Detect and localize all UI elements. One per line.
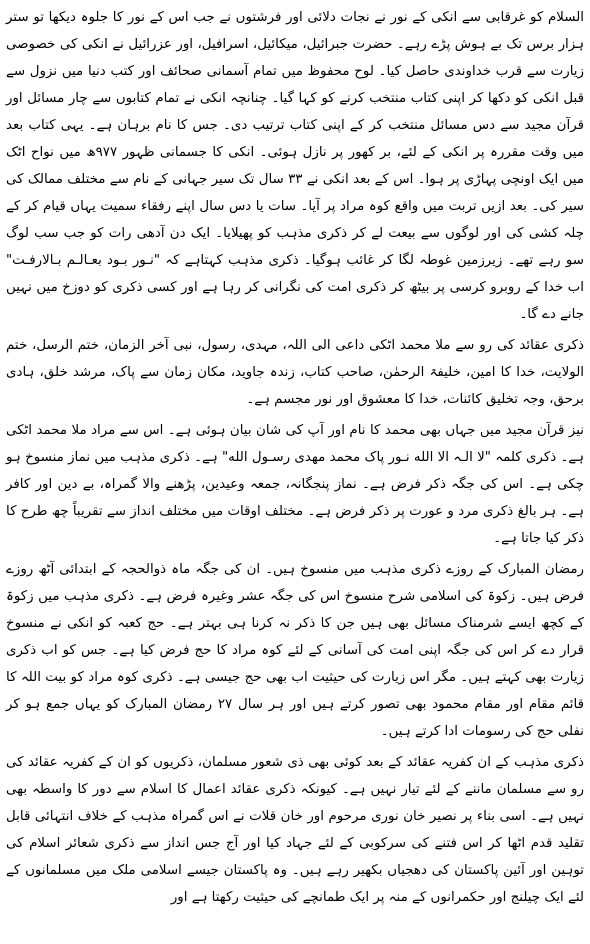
paragraph-kalima-and-prayer: نیز قرآن مجید میں جہاں بھی محمد کا نام اور آپ کی شان بیان ہوئی ہے۔ اس سے مراد ملا محمد اٹکی ہے۔ ذکری کلمہ "لا الـہ الا الله نـور پاک محمد مهدی رسـول الله" ہے۔ ذکری مذہب میں نماز منسوخ ہو چکی ہے۔ اس کی جگہ ذکر فرض ہے۔ نماز پنجگانہ، جمعہ وعیدین، پڑھنے والا گمراہ، بے دین اور کافر ہے۔ ہر بالغ ذکری مرد و عورت پر ذکر فرض ہے۔ مختلف اوقات میں مختلف انداز سے تقریباً چھ طرح کا ذکر کیا جاتا ہے۔	[6, 423, 584, 546]
paragraph-beliefs: ذکری عقائد کی رو سے ملا محمد اٹکی داعی الی اللہ، مہدی، رسول، نبی آخر الزمان، ختم الرسل، ختم الولایت، خدا کا امین، خلیفۃ الرحمٰن، صاحب کتاب، زندہ جاوید، مکان زمان سے پاک، مرشد خلق، ہادی برحق، وجہ تخلیق کائنات، خدا کا معشوق اور نور مجسم ہے۔	[6, 338, 584, 407]
paragraph-conclusion: ذکری مذہب کے ان کفریہ عقائد کے بعد کوئی بھی ذی شعور مسلمان، ذکریوں کو ان کے کفریہ عقائد کی رو سے مسلمان ماننے کے لئے تیار نہیں ہے۔ کیونکہ ذکری عقائد اعمال کا اسلام سے دور کا واسطہ بھی نہیں ہے۔ اسی بناء پر نصیر خان نوری مرحوم اور خان قلات نے اس گمراہ مذہب کے خلاف انتہائی قابل تقلید قدم اٹھا کر اس فتنے کی سرکوبی کے لئے جہاد کیا اور آج جس انداز سے ذکری شعائر اسلام کی توہین اور آئین پاکستان کی دھجیاں بکھیر رہے ہیں۔ وہ پاکستان جیسے اسلامی ملک میں مسلمانوں کے لئے ایک چیلنج اور حکمرانوں کے منہ پر ایک طمانچے کی حیثیت رکھتا ہے اور	[6, 755, 584, 905]
paragraph-fasting-and-hajj: رمضان المبارک کے روزے ذکری مذہب میں منسوخ ہیں۔ ان کی جگہ ماہ ذوالحجہ کے ابتدائی آٹھ روزے فرض ہیں۔ زکوۃ کی اسلامی شرح منسوخ اس کی جگہ عشر وغیرہ فرض ہے۔ ذکری مذہب میں زکوۃ کے کچھ ایسے شرمناک مسائل بھی ہیں جن کا ذکر نہ کرنا ہی بہتر ہے۔ حج کعبہ کو انکی نے منسوخ قرار دے کر اس کی جگہ اپنی امت کی آسانی کے لئے کوہ مراد کا حج فرض کیا ہے۔ جس کو اب ذکری زیارت بھی کہتے ہیں۔ مگر اس زیارت کی حیثیت اب بھی حج جیسی ہے۔ ذکری کوہ مراد کو بیت اللہ کا قائم مقام اور مقام محمود بھی تصور کرتے ہیں اور ہر سال ۲۷ رمضان المبارک کو یہاں جمع ہو کر نفلی حج کی رسومات ادا کرتے ہیں۔	[6, 562, 584, 739]
paragraph-origin-story: السلام کو غرقابی سے انکی کے نور نے نجات دلائی اور فرشتوں نے جب اس کے نور کا جلوہ دیکھا تو ستر ہزار برس تک بے ہوش پڑے رہے۔ حضرت جبرائیل، میکائیل، اسرافیل، اور عزرائیل نے انکی کی خصوصی زیارت سے قرب خداوندی حاصل کیا۔ لوح محفوظ میں تمام آسمانی صحائف اور کتب دنیا میں نزول سے قبل انکی کو دکھا کر اپنی کتاب منتخب کرنے کو کہا گیا۔ چنانچہ انکی نے تمام کتابوں سے چار مسائل اور قرآن مجید سے دس مسائل منتخب کر کے اپنی کتاب ترتیب دی۔ جس کا نام برہان ہے۔ یہی کتاب بعد میں وقت مقررہ پر انکی کے لئے، بر کھور پر نازل ہوئی۔ انکی کا جسمانی ظہور ۹۷۷ھ میں نواح اٹک میں ایک اونچی پہاڑی پر ہوا۔ اس کے بعد انکی نے ۳۳ سال تک سیر جہانی کے نام سے مختلف ممالک کی سیر کی۔ بعد ازیں تربت میں واقع کوہ مراد پر آیا۔ سات یا دس سال اپنے رفقاء سمیت یہاں قیام کر کے چلہ کشی کی اور لوگوں سے بیعت لے کر ذکری مذہب کو پھیلایا۔ ایک دن آدھی رات کو جب سب لوگ سو رہے تھے۔ زیرزمین غوطہ لگا کر غائب ہوگیا۔ ذکری مذہب کہتاہے کہ "نـور بـود بعـالـم بـالارفـت" اب خدا کے روبرو کرسی پر بیٹھ کر ذکری امت کی نگرانی کر رہا ہے اور کسی ذکری کو دوزخ میں نہیں جانے دے گا۔	[6, 10, 585, 322]
